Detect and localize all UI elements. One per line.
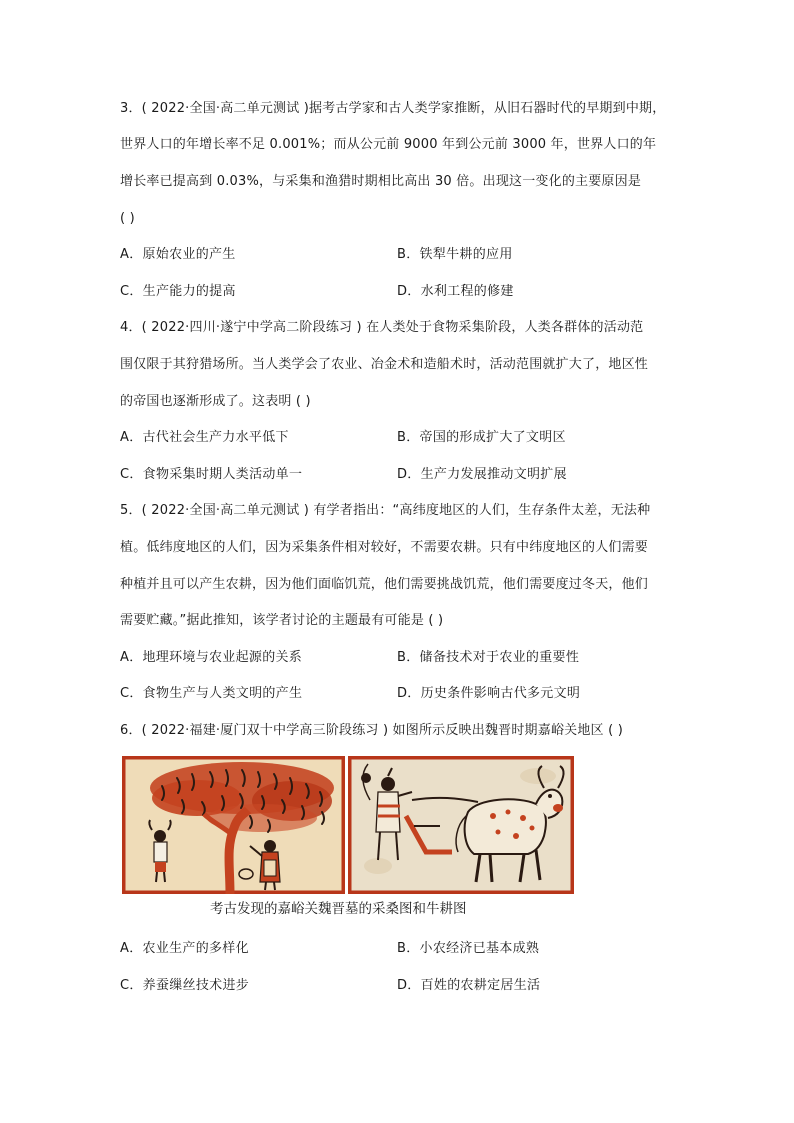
ox-plowing-mural-image xyxy=(348,756,574,894)
question-4-option-a[interactable]: A．古代社会生产力水平低下 xyxy=(120,430,289,445)
question-5-option-d[interactable]: D．历史条件影响古代多元文明 xyxy=(397,686,581,701)
question-3-option-d[interactable]: D．水利工程的修建 xyxy=(397,284,514,299)
question-3-option-a[interactable]: A．原始农业的产生 xyxy=(120,247,236,262)
question-4-option-d[interactable]: D．生产力发展推动文明扩展 xyxy=(397,467,567,482)
question-5-option-b[interactable]: B．储备技术对于农业的重要性 xyxy=(397,650,580,665)
question-3-text-line-1: 3．( 2022·全国·高二单元测试 )据考古学家和古人类学家推断，从旧石器时代的早期到中期， xyxy=(120,101,666,116)
question-6-option-c[interactable]: C．养蚕缫丝技术进步 xyxy=(120,978,250,993)
question-3-text-line-3: 增长率已提高到 0.03%，与采集和渔猎时期相比高出 30 倍。出现这一变化的主要原因是 xyxy=(120,174,642,189)
question-4-option-b[interactable]: B．帝国的形成扩大了文明区 xyxy=(397,430,566,445)
question-5-text-line-4: 需要贮藏。”据此推知，该学者讨论的主题最有可能是 ( ) xyxy=(120,613,444,628)
question-6-text-line-1: 6．( 2022·福建·厦门双十中学高三阶段练习 ) 如图所示反映出魏晋时期嘉峪关地区 ( ) xyxy=(120,723,623,738)
question-4-text-line-1: 4．( 2022·四川·遂宁中学高二阶段练习 ) 在人类处于食物采集阶段，人类各群体的活动范 xyxy=(120,320,644,335)
question-3-text-line-2: 世界人口的年增长率不足 0.001%；而从公元前 9000 年到公元前 3000 年，世界人口的年 xyxy=(120,137,657,152)
question-3-option-c[interactable]: C．生产能力的提高 xyxy=(120,284,236,299)
figure-caption: 考古发现的嘉峪关魏晋墓的采桑图和牛耕图 xyxy=(210,901,467,917)
question-5-option-a[interactable]: A．地理环境与农业起源的关系 xyxy=(120,650,303,665)
question-5-text-line-2: 植。低纬度地区的人们，因为采集条件相对较好，不需要农耕。只有中纬度地区的人们需要 xyxy=(120,540,649,555)
question-4-text-line-3: 的帝国也逐渐形成了。这表明 ( ) xyxy=(120,394,311,409)
question-4-text-line-2: 围仅限于其狩猎场所。当人类学会了农业、冶金术和造船术时，活动范围就扩大了，地区性 xyxy=(120,357,649,372)
question-3-option-b[interactable]: B．铁犁牛耕的应用 xyxy=(397,247,513,262)
question-6-option-b[interactable]: B．小农经济已基本成熟 xyxy=(397,941,540,956)
question-6-option-d[interactable]: D．百姓的农耕定居生活 xyxy=(397,978,541,993)
question-4-option-c[interactable]: C．食物采集时期人类活动单一 xyxy=(120,467,303,482)
question-5-text-line-1: 5．( 2022·全国·高二单元测试 ) 有学者指出：“高纬度地区的人们，生存条件太差，无法种 xyxy=(120,503,651,518)
question-6-option-a[interactable]: A．农业生产的多样化 xyxy=(120,941,249,956)
mural-figure xyxy=(122,756,574,894)
mulberry-picking-mural-image xyxy=(122,756,345,894)
question-5-text-line-3: 种植并且可以产生农耕，因为他们面临饥荒，他们需要挑战饥荒，他们需要度过冬天，他们 xyxy=(120,577,649,592)
question-5-option-c[interactable]: C．食物生产与人类文明的产生 xyxy=(120,686,303,701)
question-3-answer-blank: ( ) xyxy=(120,211,135,226)
